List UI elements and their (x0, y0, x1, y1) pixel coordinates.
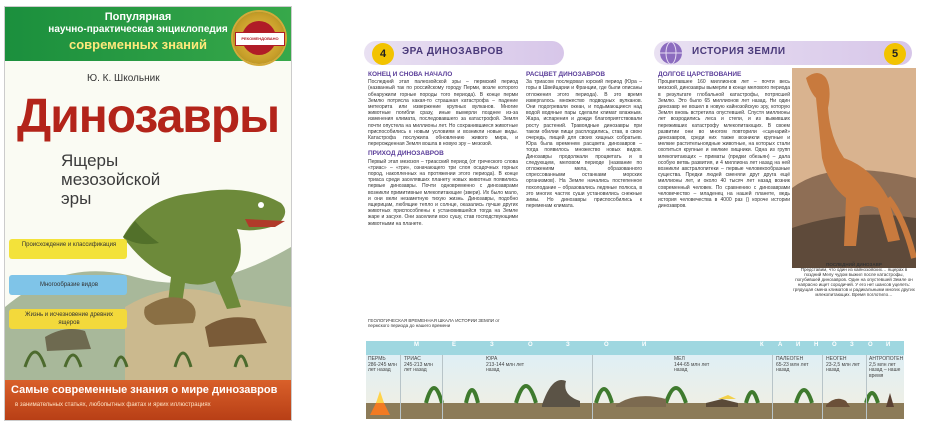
timeline-scene (366, 355, 904, 419)
ruler-letter: З (566, 342, 570, 348)
left-page-header: ЭРА ДИНОЗАВРОВ (402, 46, 504, 57)
tagline-line-2: в занимательных статьях, любопытных фактах и ярких иллюстрациях (15, 402, 211, 408)
section-paragraph: За триасом последовал юрский период (Юра – горы в Швейцарии и Франции, где были описаны отложения этого периода). В это время извергалось множество подводных вулканов. Они подогревали океан, и подымающиеся над водой водяные пары сделали климат влажным. Жара, испарения и дожди благоприятствовали росту растений. Травоядные динозавры при таком обилии пищи расплодились, став, в свою очередь, пищей для своих хищных собратьев. Юра была временем расцвета динозавров – тогда появилось множество новых видов. Динозавры продолжали процветать и в следующем, меловом периоде (название по отложениям мела, образованного спрессованными останками морских организмов). На Земле начались постепенное похолодание – образовались ледяные полюса, в это многих частях суши установились снежные зимы. Но динозавры приспособились к переменам климата. (526, 79, 642, 210)
ruler-letter: О (604, 342, 609, 348)
ruler-letter: А (778, 342, 783, 348)
era-range: 65-23 млн лет назад (776, 361, 809, 373)
award-seal-icon: РЕКОМЕНДОВАНО (233, 12, 285, 64)
ruler-letter: З (490, 342, 494, 348)
era-label-mel (674, 357, 714, 374)
era-range: 144-65 млн лет назад (674, 361, 710, 373)
last-dinosaur-illustration (792, 68, 916, 268)
book-title: Динозавры (17, 90, 280, 143)
right-page-header: ИСТОРИЯ ЗЕМЛИ (692, 46, 786, 57)
era-name: ТРИАС (404, 356, 421, 362)
section-paragraph: Первый этап мезозоя – триасский период (от греческого слова «триас» – «три», означающего три слоя осадочных горных пород, накопленных на протяжении этого периода). В конце триаса среди заселявших планету новых животных появились первые динозавры. Почти одновременно с динозаврами возникли примитивные млекопитающие (звери). Их было мало, и они вели незаметную тихую жизнь. Динозавры, подобно ящерицам, любящие тепло и солнце, оказались лучше других животных приспособлены к установившейся тогда на Земле жаре и засухе. Они заселили всю сушу, став господствующими животными на планете. (368, 158, 518, 227)
era-name: ПЕРМЬ (368, 356, 386, 362)
book-cover (4, 6, 292, 421)
era-label-trias (404, 357, 440, 374)
era-label-paleogen (776, 357, 820, 374)
topic-pill: Происхождение и классификация (9, 239, 127, 259)
subtitle-line-3: эры (61, 189, 92, 208)
era-label-antropogen (869, 357, 903, 379)
section-heading: ДОЛГОЕ ЦАРСТВОВАНИЕ (658, 71, 742, 78)
era-name: НЕОГЕН (826, 356, 847, 362)
ruler-letter: Н (814, 342, 819, 348)
ruler-letter: О (868, 342, 873, 348)
era-name: ЮРА (486, 356, 498, 362)
page-number-right: 5 (884, 43, 906, 65)
era-ruler (366, 341, 904, 355)
tagline-line-1: Самые современные знания о мире динозавров (11, 384, 278, 396)
era-label-perm (368, 357, 400, 374)
era-name: АНТРОПОГЕН (869, 356, 904, 362)
page-number-left: 4 (372, 43, 394, 65)
caption-text: Представим, что один из кайнозойских… ящерах в поздний Мелу чудом выжил после катастрофы, погубившей динозавров. Один на опустевшей Земле он напрасно ищет сородичей. У его нет шансов уцелеть: грядущая смена климатов и радикальными многих других млекопитающих. Время поглотило… (793, 267, 915, 297)
era-range: 2,5 млн лет назад – наше время (869, 361, 901, 379)
text-column-2 (526, 72, 642, 213)
era-divider (442, 355, 443, 419)
ruler-letter: Й (886, 342, 891, 348)
era-label-neogen (826, 357, 864, 374)
era-divider (400, 355, 401, 419)
era-divider (592, 355, 593, 419)
section-paragraph: Последний этап палеозойской эры – пермский период (названный так по российскому городу Перми, возле которого обнаружили горные породы того периода). В конце перми Землю потрясла какая-то страшная катастрофа – падение метеорита или извержение крупных вулканов. Многие животные погибли сразу, иные вымерли позднее из-за изменения климата, последовавшего за катастрофой. Земля почти опустела на миллионы лет. Но сохранившиеся животные приспособились к новым условиям и возникли новые виды. Катастрофа послужила обновлению живого мира, и перерожденная Земля вошла в новую эру – мезозой. (368, 79, 518, 148)
era-divider (772, 355, 773, 419)
series-line-1: Популярная (104, 11, 172, 23)
ruler-letter: М (414, 342, 419, 348)
era-label-jura (486, 357, 526, 374)
book-subtitle (61, 151, 160, 208)
subtitle-line-2: мезозойской (61, 170, 161, 189)
era-range: 213-144 млн лет назад (486, 361, 525, 373)
section-heading: КОНЕЦ И СНОВА НАЧАЛО (368, 71, 453, 78)
era-range: 23-2,5 млн лет назад (826, 361, 860, 373)
ruler-letter: О (528, 342, 533, 348)
ruler-letter: Е (452, 342, 457, 348)
ruler-letter: Й (796, 342, 801, 348)
text-column-3 (658, 72, 790, 213)
cover-tagline (5, 380, 291, 420)
text-column-1 (368, 72, 518, 231)
topic-pill: Жизнь и исчезновение древних ящеров (9, 309, 127, 329)
ruler-letter: О (832, 342, 837, 348)
caption-title: ПОСЛЕДНИЙ ДИНОЗАВР (826, 262, 882, 267)
book-spread (352, 26, 924, 423)
section-paragraph: Процветавшее 160 миллионов лет – почти весь мезозой, динозавры вымерли в конце мелового периода в результате глобальной катастрофы, потрясшей Землю. Это было 65 миллионов лет назад. Ни один динозавр не вошел в новую кайнозойскую эру, которую Земля вновь встретила опустевшей. Спустя миллионы лет возродились леса и степи, и из выживших переживших катастрофу млекопитающих. В своем развитии они во многом повторили «сценарий» динозавров, среди них также возникли крупные и мелкие растительноядные животные, на которых стали охотиться крупные и мелкие хищники. Одна из групп млекопитающих – приматы (предки обезьян) – дала особую ветвь развития, и 4 миллиона лет назад на ней возникли австралопитеки – первые человекообразные существа. Предки людей сменяли друг друга ещё миллионы лет, и около 40 тысяч лет назад возник современный человек. По сравнению с динозаврами человечество – младенец на нашей планете, ведь история человечества в 4000 раз () короче истории динозавров. (658, 79, 790, 210)
era-range: 286-245 млн лет назад (368, 361, 397, 373)
illustration-caption (792, 262, 916, 297)
author-name: Ю. К. Школьник (87, 73, 160, 84)
era-divider (866, 355, 867, 419)
subtitle-line-1: Ящеры (61, 151, 119, 170)
section-heading: РАСЦВЕТ ДИНОЗАВРОВ (526, 71, 606, 78)
series-line-3: современных знаний (68, 37, 208, 52)
era-name: МЕЛ (674, 356, 685, 362)
ruler-letter: Й (642, 342, 647, 348)
topic-pill: Многообразие видов (9, 275, 127, 295)
geologic-timeline (366, 355, 904, 419)
section-heading: ПРИХОД ДИНОЗАВРОВ (368, 150, 444, 158)
era-range: 245-213 млн лет назад (404, 361, 433, 373)
timeline-caption: ГЕОЛОГИЧЕСКАЯ ВРЕМЕННАЯ ШКАЛА ИСТОРИИ ЗЕМЛИ от пермского периода до нашего времени (368, 318, 500, 328)
era-name: ПАЛЕОГЕН (776, 356, 804, 362)
era-divider (822, 355, 823, 419)
series-line-2: научно-практическая энциклопедия (48, 24, 228, 35)
ruler-letter: К (760, 342, 764, 348)
globe-icon (658, 40, 684, 66)
cover-illustration (5, 7, 291, 420)
ruler-letter: З (850, 342, 854, 348)
